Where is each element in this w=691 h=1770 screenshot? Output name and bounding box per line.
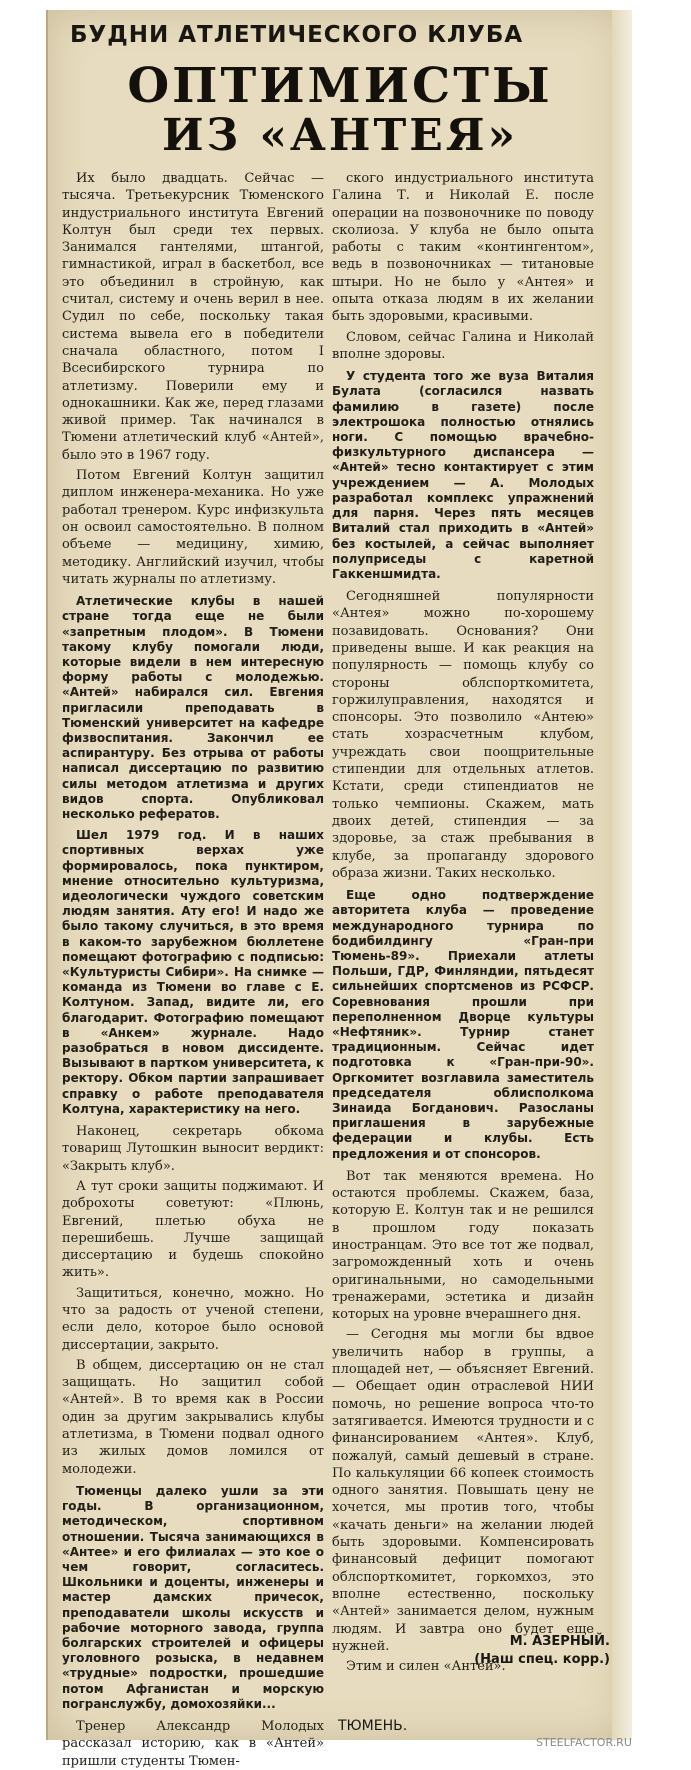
- article-paragraph: ского индустриального института Галина Т. и Николай Е. после операции на позвоночнике по поводу сколиоза. У клуба не было опыта работы с таким «контингентом», ведь в позвоночниках — титановые штыри. Но не было у «Антея» и опыта отказа людям в их желании быть здоровыми, красивыми.: [332, 171, 594, 325]
- article-column-left: [62, 170, 324, 1769]
- article-paragraph: Сегодняшней популярности «Антея» можно по-хорошему позавидовать. Основания? Они приведены выше. И как реакция на популярность — помощь клубу со стороны облспорткомитета, горжилуправления, находятся и спонсоры. Это позволило «Антею» стать хозрасчетным клубом, учреждать свои поощрительные стипендии для отдельных атлетов. Кстати, среди стипендиатов не только чемпионы. Скажем, мать двоих детей, стипендия — за здоровье, за стаж пребывания в клубе, за пропаганду здорового образа жизни. Таких несколько.: [332, 589, 594, 881]
- article-paragraph: Шел 1979 год. И в наших спортивных верхах уже формировалось, пока пунктиром, мнение относительно культуризма, идеологически чуждого советским людям занятия. Ату его! И надо же было такому случиться, в это время в каком-то зарубежном бюллетене помещают фотографию с подписью: «Культуристы Сибири». На снимке — команда из Тюмени во главе с Е. Колтуном. Запад, видите ли, его благодарит. Фотографию помещают в «Анкем» журнале. Надо разобраться в новом диссиденте. Вызывают в партком университета, к ректору. Обком партии запрашивает справку о работе преподавателя Колтуна, характеристику на него.: [62, 828, 324, 1116]
- author-role: (Наш спец. корр.): [474, 1652, 610, 1667]
- article-paragraph: Их было двадцать. Сейчас — тысяча. Третьекурсник Тюменского индустриального института Евгений Колтун был среди тех первых. Занимался гантелями, штангой, гимнастикой, играл в баскетбол, все это объединил в стройную, как считал, систему и очень верил в нее. Судил по себе, поскольку такая система вывела его в победители сначала областного, потом I Всесибирского турнира по атлетизму. Поверили ему и однокашники. Как же, перед глазами живой пример. Так начинался в Тюмени атлетический клуб «Антей», было это в 1967 году.: [62, 171, 324, 463]
- article-paragraph: Тренер Александр Молодых рассказал историю, как в «Антей» пришли студенты Тюмен-: [62, 1719, 324, 1769]
- article-paragraph: Тюменцы далеко ушли за эти годы. В организационном, методическом, спортивном отношении. Тысяча занимающихся в «Антее» и его филиалах — это кое о чем говорит, согласитесь. Школьники и доценты, инженеры и мастер дамских причесок, преподаватели школы искусств и рабочие моторного завода, группа болгарских строителей и офицеры уголовного розыска, в недавнем «трудные» подростки, прошедшие потом Афганистан и морскую погранслужбу, домохозяйки...: [62, 1483, 324, 1711]
- byline: [440, 1633, 610, 1669]
- site-watermark: STEELFACTOR.RU: [536, 1736, 632, 1749]
- article-paragraph: В общем, диссертацию он не стал защищать. Но защитил собой «Антей». В то время как в России один за другим закрывались клубы атлетизма, в Тюмени подвал одного из жилых домов ломился от молодежи.: [62, 1357, 324, 1477]
- rubric-title: БУДНИ АТЛЕТИЧЕСКОГО КЛУБА: [70, 22, 524, 48]
- author-name: М. АЗЕРНЫЙ.: [509, 1634, 610, 1649]
- article-paragraph: Защититься, конечно, можно. Но что за радость от ученой степени, если дело, которое было основой диссертации, закрыто.: [62, 1285, 324, 1353]
- article-paragraph: — Сегодня мы могли бы вдвое увеличить набор в группы, а площадей нет, — объясняет Евгений. — Обещает один отраслевой НИИ помочь, но решение вопроса что-то затягивается. Имеются трудности и с финансированием «Антея». Клуб, пожалуй, самый дешевый в стране. По калькуляции 66 копеек стоимость одного занятия. Повышать цену не хочется, мы против того, чтобы «качать деньги» на желании людей быть здоровыми. Компенсировать финансовый дефицит помогают облспорткомитет, горкомхоз, это вполне естественно, поскольку «Антей» занимается делом, нужным людям. И завтра оно будет еще нужней.: [332, 1327, 594, 1654]
- article-paragraph: Потом Евгений Колтун защитил диплом инженера-механика. Но уже работал тренером. Курс инфизкульта он освоил самостоятельно. В полном объеме — медицину, химию, методику. Английский изучил, чтобы читать журналы по атлетизму.: [62, 468, 324, 587]
- dateline-city: ТЮМЕНЬ.: [338, 1718, 408, 1734]
- article-paragraph: Словом, сейчас Галина и Николай вполне здоровы.: [332, 329, 594, 362]
- clipping-edge: [612, 10, 632, 1740]
- article-column-right: [332, 170, 594, 1675]
- headline-line-2: ИЗ «АНТЕЯ»: [161, 110, 519, 161]
- article-paragraph: А тут сроки защиты поджимают. И доброхоты советуют: «Плюнь, Евгений, плетью обуха не перешибешь. Лучше защищай диссертацию и будешь спокойно жить».: [62, 1178, 324, 1281]
- article-paragraph: Наконец, секретарь обкома товарищ Лутошкин выносит вердикт: «Закрыть клуб».: [62, 1124, 324, 1174]
- article-paragraph: Вот так меняются времена. Но остаются проблемы. Скажем, база, которую Е. Колтун так и не решился в прошлом году показать иностранцам. Это все тот же подвал, загроможденный хоть и очень оригинальными, но самодельными тренажерами, эстетика и дизайн которых на уровне вчерашнего дня.: [332, 1168, 594, 1323]
- article-paragraph: Атлетические клубы в нашей стране тогда еще не были «запретным плодом». В Тюмени такому клубу помогали люди, которые видели в нем интересную форму работы с молодежью. «Антей» набирался сил. Евгения пригласили преподавать в Тюменский университет на кафедре физвоспитания. Закончил ее аспирантуру. Без отрыва от работы написал диссертацию по развитию силы методом атлетизма и других видов спорта. Опубликовал несколько рефератов.: [62, 594, 324, 821]
- article-paragraph: Еще одно подтверждение авторитета клуба — проведение международного турнира по бодибилдингу «Гран-при Тюмень-89». Приехали атлеты Польши, ГДР, Финляндии, пятьдесят сильнейших спортсменов из РСФСР. Соревнования прошли при переполненном Дворце культуры «Нефтяник». Турнир станет традиционным. Сейчас идет подготовка к «Гран-при-90». Оргкомитет возглавила заместитель председателя облисполкома Зинаида Богданович. Разосланы приглашения в зарубежные федерации и клубы. Есть предложения и от спонсоров.: [332, 888, 594, 1161]
- article-paragraph: У студента того же вуза Виталия Булата (согласился назвать фамилию в газете) после электрошока полностью отнялись ноги. С помощью врачебно-физкультурного диспансера — «Антей» тесно контактирует с этим учреждением — А. Молодых разработал комплекс упражнений для парня. Через пять месяцев Виталий стал приходить в «Антей» без костылей, а сейчас выполняет полуприседы с каретной Гаккеншмидта.: [332, 369, 594, 581]
- headline-line-1: ОПТИМИСТЫ: [127, 58, 553, 114]
- article-paragraph: Этим и силен «Антей».: [346, 1659, 506, 1675]
